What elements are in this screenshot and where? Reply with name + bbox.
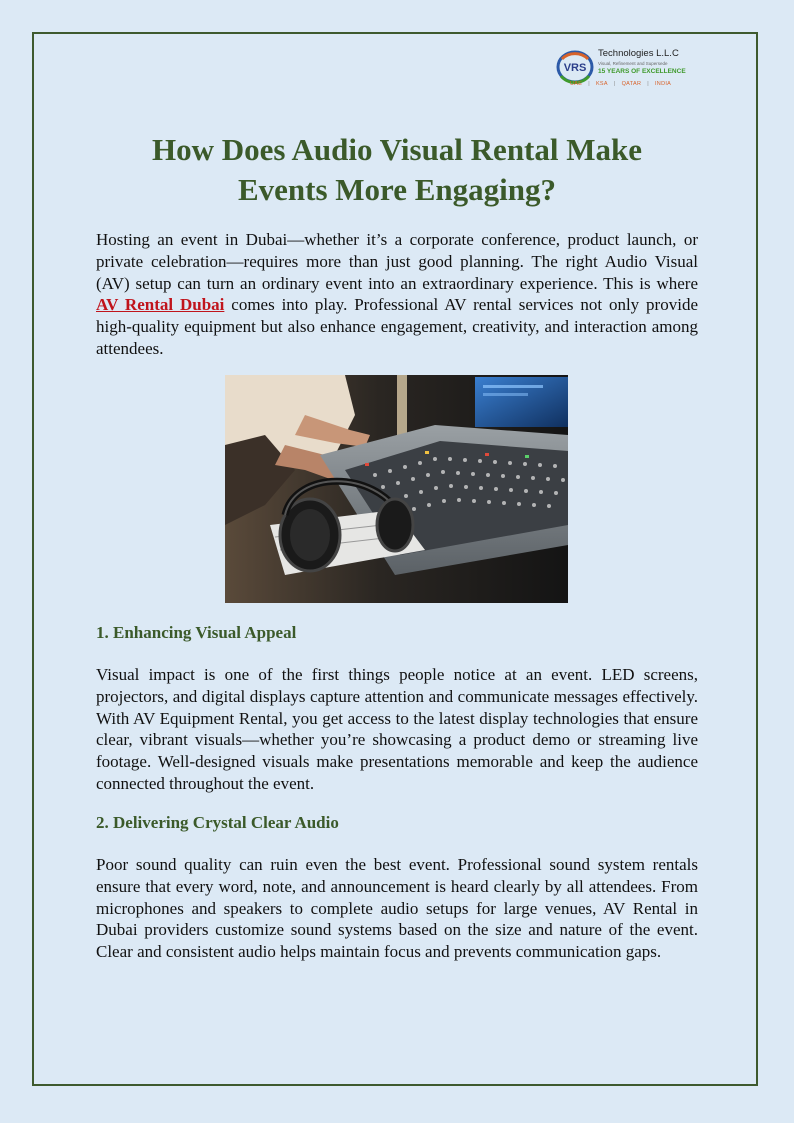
- intro-text-after-link: comes into play. Professional AV rental services not only provide high-quality equipment but also enhance engagement, creativity, and interaction among attendees.: [96, 295, 698, 358]
- av-rental-dubai-link[interactable]: AV Rental Dubai: [96, 295, 225, 315]
- mixing-console-illustration: [225, 375, 568, 603]
- logo-regions: UAE | KSA | QATAR | INDIA: [570, 81, 672, 87]
- section-1-body: Visual impact is one of the first things people notice at an event. LED screens, projectors, and digital displays capture attention and communicate messages effectively. With AV Equipment Rental, you get access to the latest display technologies that ensure clear, vibrant visuals—whether you’re showcasing a product demo or streaming live footage. Well-designed visuals make presentations memorable and keep the audience connected throughout the event.: [96, 665, 698, 793]
- logo-mark-text: VRS: [563, 62, 587, 74]
- title-line-1: How Does Audio Visual Rental Make: [151, 132, 643, 167]
- logo-tagline: Visual, Refinement and Supersede: [598, 61, 668, 66]
- title-line-2: Events More Engaging?: [237, 172, 557, 207]
- mixing-console-photo: [225, 375, 568, 603]
- region-uae: UAE: [570, 81, 583, 87]
- intro-paragraph: [96, 229, 698, 360]
- company-logo: [556, 48, 706, 92]
- region-qatar: QATAR: [621, 81, 642, 87]
- section-1-heading: 1. Enhancing Visual Appeal: [96, 623, 297, 642]
- vrs-logo-mark: [556, 50, 596, 84]
- logo-company-name: Technologies L.L.C: [598, 48, 679, 59]
- logo-years-badge: 15 YEARS OF EXCELLENCE: [598, 68, 686, 75]
- section-2-body: Poor sound quality can ruin even the best event. Professional sound system rentals ensure that every word, note, and announcement is heard clearly by all attendees. From microphones and speakers to complete audio setups for large venues, AV Rental in Dubai providers customize sound systems based on the size and nature of the event. Clear and consistent audio helps maintain focus and prevents communication gaps.: [96, 855, 698, 962]
- intro-text-before-link: Hosting an event in Dubai—whether it’s a corporate conference, product launch, or private celebration—requires more than just good planning. The right Audio Visual (AV) setup can turn an ordinary event into an extraordinary experience. This is where: [96, 230, 698, 293]
- region-india: INDIA: [654, 81, 672, 87]
- section-2-heading: 2. Delivering Crystal Clear Audio: [96, 813, 339, 832]
- region-ksa: KSA: [595, 81, 608, 87]
- page-title: [96, 130, 698, 210]
